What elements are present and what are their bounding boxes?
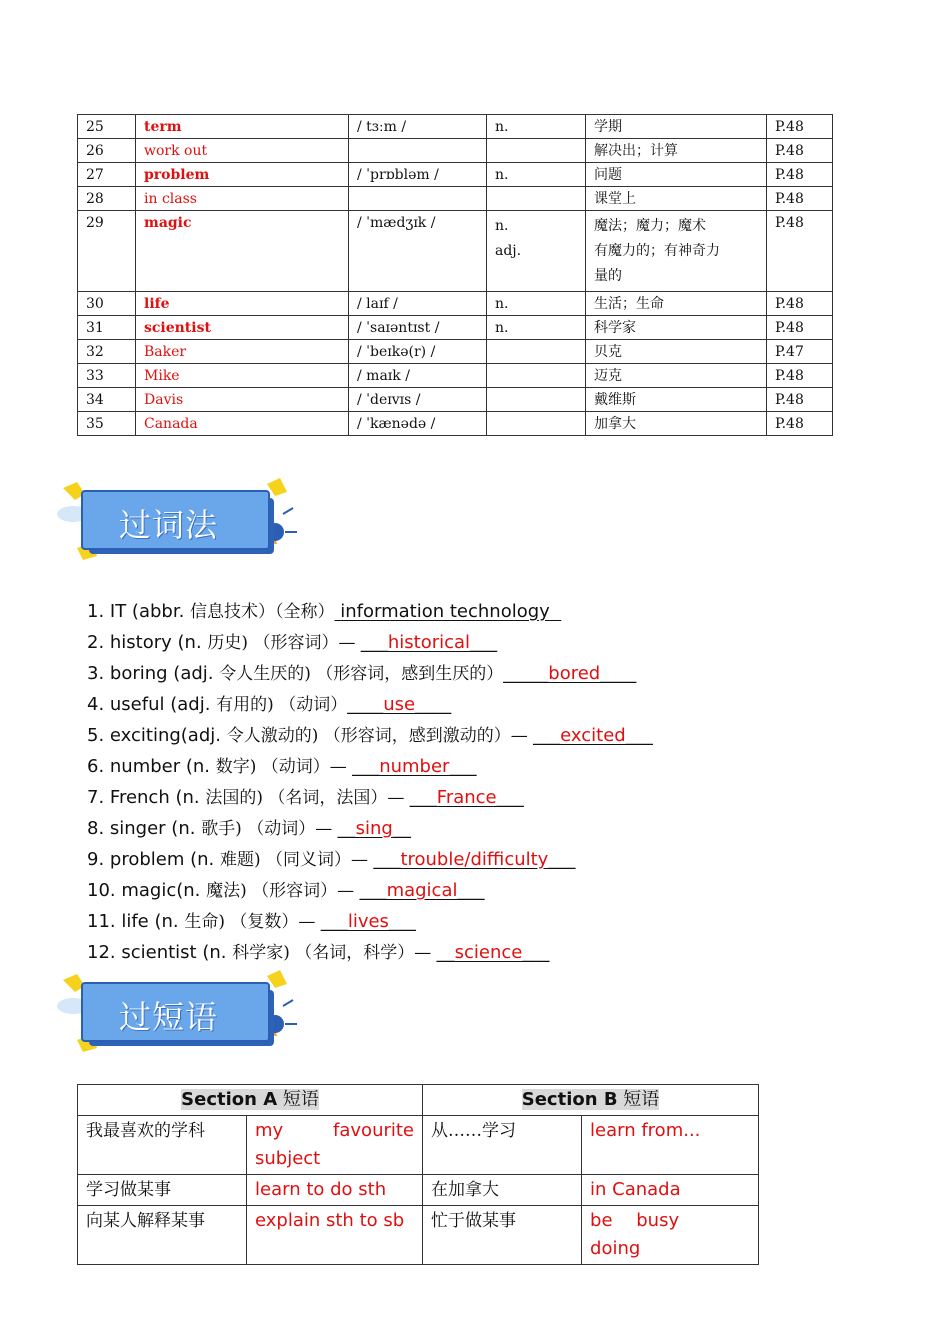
vocab-number: 26 (78, 139, 136, 163)
vocab-number: 30 (78, 292, 136, 316)
vocab-meaning: 问题 (586, 163, 767, 187)
answer-text: trouble/difficulty (400, 849, 549, 870)
vocab-word: problem (136, 163, 349, 187)
vocab-number: 31 (78, 316, 136, 340)
word-item: 10. magic(n. 魔法) （形容词）— ___magical___ (87, 880, 485, 901)
answer-blank[interactable]: ___historical___ (360, 632, 498, 653)
vocab-meaning: 贝克 (586, 340, 767, 364)
vocab-number: 34 (78, 388, 136, 412)
vocab-row (78, 364, 833, 388)
vocab-number: 29 (78, 211, 136, 292)
vocab-row (78, 163, 833, 187)
vocab-page: P.48 (767, 316, 833, 340)
answer-text: magical (386, 880, 458, 901)
vocab-page: P.48 (767, 139, 833, 163)
vocab-page: P.48 (767, 412, 833, 436)
vocab-meaning: 解决出；计算 (586, 139, 767, 163)
vocab-row (78, 187, 833, 211)
vocab-number: 27 (78, 163, 136, 187)
phrase-chinese: 学习做某事 (78, 1175, 247, 1206)
vocab-phonetic: / ˈkænədə / (349, 412, 487, 436)
answer-text: sing (355, 818, 393, 839)
vocab-word: Mike (136, 364, 349, 388)
vocab-page: P.48 (767, 163, 833, 187)
word-item: 7. French (n. 法国的) （名词，法国）— ___France___ (87, 787, 524, 808)
vocab-row (78, 115, 833, 139)
vocab-row (78, 412, 833, 436)
vocab-pos (487, 388, 586, 412)
phrase-table (77, 1084, 759, 1265)
vocab-pos (487, 187, 586, 211)
vocab-meaning: 学期 (586, 115, 767, 139)
vocab-meaning: 魔法；魔力；魔术 有魔力的；有神奇力 量的 (586, 211, 767, 292)
vocab-phonetic: / ˈbeɪkə(r) / (349, 340, 487, 364)
answer-text: use (383, 694, 416, 715)
section-a-header: Section A 短语 (78, 1085, 423, 1116)
answer-blank[interactable]: ___trouble/difficulty___ (373, 849, 576, 870)
vocab-page: P.48 (767, 364, 833, 388)
vocab-word: magic (136, 211, 349, 292)
word-item: 2. history (n. 历史) （形容词）— ___historical___ (87, 632, 498, 653)
vocabulary-table (77, 114, 833, 436)
answer-text: excited (560, 725, 626, 746)
vocab-word: in class (136, 187, 349, 211)
vocab-phonetic (349, 139, 487, 163)
vocab-word: term (136, 115, 349, 139)
answer-blank[interactable]: __science___ (436, 942, 550, 963)
section-b-header: Section B 短语 (423, 1085, 759, 1116)
answer-text: science (454, 942, 523, 963)
phrase-row (78, 1206, 759, 1265)
vocab-word: Canada (136, 412, 349, 436)
vocab-meaning: 科学家 (586, 316, 767, 340)
vocab-page: P.48 (767, 211, 833, 292)
vocab-word: work out (136, 139, 349, 163)
vocab-number: 28 (78, 187, 136, 211)
vocab-phonetic: / ˈdeɪvɪs / (349, 388, 487, 412)
answer-text: number (379, 756, 450, 777)
phrase-chinese: 忙于做某事 (423, 1206, 582, 1265)
vocab-row (78, 292, 833, 316)
vocab-pos: n. (487, 316, 586, 340)
answer-text: bored (548, 663, 601, 684)
vocab-phonetic: / ˈsaɪəntɪst / (349, 316, 487, 340)
answer-blank[interactable]: ___excited___ (533, 725, 653, 746)
answer-blank[interactable]: _____bored____ (503, 663, 637, 684)
word-item: 6. number (n. 数字) （动词）— ___number___ (87, 756, 477, 777)
vocab-meaning: 课堂上 (586, 187, 767, 211)
vocab-row (78, 139, 833, 163)
vocab-meaning: 加拿大 (586, 412, 767, 436)
word-item: 3. boring (adj. 令人生厌的) （形容词，感到生厌的）_____bored____ (87, 663, 637, 684)
phrase-english: my favourite subject (247, 1116, 423, 1175)
phrase-english: in Canada (582, 1175, 759, 1206)
vocab-word: scientist (136, 316, 349, 340)
vocab-pos: n. (487, 292, 586, 316)
vocab-page: P.47 (767, 340, 833, 364)
vocab-meaning: 生活；生命 (586, 292, 767, 316)
phrase-english: explain sth to sb (247, 1206, 423, 1265)
vocab-pos (487, 340, 586, 364)
word-item: 1. IT (abbr. 信息技术）（全称） information technology (87, 596, 653, 627)
answer-blank[interactable] (335, 601, 562, 622)
vocab-meaning: 戴维斯 (586, 388, 767, 412)
vocab-row (78, 388, 833, 412)
vocab-phonetic: / ˈprɒbləm / (349, 163, 487, 187)
answer-blank[interactable]: ___magical___ (359, 880, 485, 901)
word-item: 8. singer (n. 歌手) （动词）— __sing__ (87, 818, 411, 839)
phrase-row (78, 1175, 759, 1206)
vocab-pos (487, 139, 586, 163)
vocab-meaning: 迈克 (586, 364, 767, 388)
answer-text: lives (347, 911, 389, 932)
phrase-chinese: 我最喜欢的学科 (78, 1116, 247, 1175)
vocab-phonetic: / tɜːm / (349, 115, 487, 139)
vocab-phonetic: / maɪk / (349, 364, 487, 388)
vocab-number: 32 (78, 340, 136, 364)
banner-title: 过词法 (119, 506, 219, 544)
vocab-page: P.48 (767, 187, 833, 211)
phrase-english: be busy doing (582, 1206, 759, 1265)
phrase-english: learn from... (582, 1116, 759, 1175)
word-item: 11. life (n. 生命) （复数）— ___lives___ (87, 911, 416, 932)
phrase-chinese: 在加拿大 (423, 1175, 582, 1206)
answer-text: information technology (340, 601, 550, 622)
vocab-row (78, 340, 833, 364)
vocab-page: P.48 (767, 292, 833, 316)
vocab-pos: n. (487, 163, 586, 187)
answer-text: historical (387, 632, 471, 653)
vocab-phonetic: / ˈmædʒɪk / (349, 211, 487, 292)
phrase-chinese: 向某人解释某事 (78, 1206, 247, 1265)
vocab-row (78, 316, 833, 340)
answer-text: France (436, 787, 497, 808)
answer-blank[interactable]: ____use____ (347, 694, 452, 715)
vocab-pos: n. adj. (487, 211, 586, 292)
vocab-number: 25 (78, 115, 136, 139)
vocab-word: Baker (136, 340, 349, 364)
phrase-chinese: 从……学习 (423, 1116, 582, 1175)
vocab-word: Davis (136, 388, 349, 412)
vocab-phonetic (349, 187, 487, 211)
vocab-row (78, 211, 833, 292)
answer-blank[interactable]: ___number___ (352, 756, 477, 777)
section-banner-words (55, 478, 300, 563)
vocab-word: life (136, 292, 349, 316)
vocab-pos: n. (487, 115, 586, 139)
word-item: 4. useful (adj. 有用的) （动词）____use____ (87, 694, 452, 715)
word-item: 12. scientist (n. 科学家) （名词，科学）— __science___ (87, 942, 550, 963)
vocab-pos (487, 412, 586, 436)
answer-blank[interactable]: __sing__ (337, 818, 411, 839)
answer-blank[interactable]: ___lives___ (320, 911, 416, 932)
section-banner-phrases (55, 970, 300, 1055)
word-item: 9. problem (n. 难题) （同义词）— ___trouble/difficulty___ (87, 849, 576, 870)
vocab-number: 35 (78, 412, 136, 436)
phrase-english: learn to do sth (247, 1175, 423, 1206)
banner-title: 过短语 (119, 998, 219, 1036)
word-formation-list (87, 596, 653, 968)
answer-blank[interactable]: ___France___ (409, 787, 524, 808)
word-item: 5. exciting(adj. 令人激动的) （形容词，感到激动的）— ___excited___ (87, 725, 653, 746)
vocab-number: 33 (78, 364, 136, 388)
phrase-row (78, 1116, 759, 1175)
vocab-phonetic: / laɪf / (349, 292, 487, 316)
vocab-page: P.48 (767, 115, 833, 139)
vocab-page: P.48 (767, 388, 833, 412)
vocab-pos (487, 364, 586, 388)
